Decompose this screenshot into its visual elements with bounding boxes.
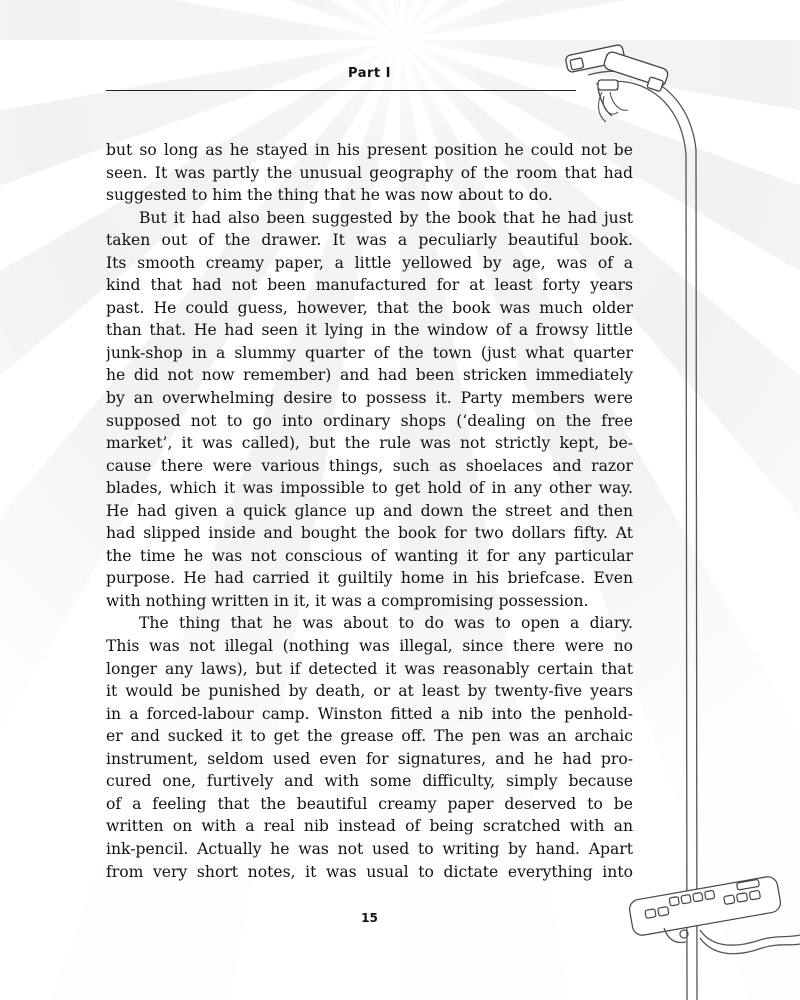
text-line: of a feeling that the beautiful creamy paper deserved to be (106, 794, 633, 813)
text-line: seen. It was partly the unusual geography of the room that had (106, 163, 633, 182)
text-line: The thing that he was about to do was to open a diary. (139, 614, 633, 633)
cable-icon (664, 928, 800, 954)
text-line: ink-pencil. Actually he was not used to writing by hand. Apart (106, 839, 633, 858)
text-line: he did not now remember) and had been stricken immediately (106, 366, 633, 385)
text-line: written on with a real nib instead of being scratched with an (106, 817, 633, 836)
text-line: by an overwhelming desire to possess it. Party members were (106, 389, 633, 408)
text-line: instrument, seldom used even for signatures, and he had pro- (106, 749, 633, 768)
text-line: purpose. He had carried it guiltily home in his briefcase. Even (106, 569, 633, 588)
text-line: suggested to him the thing that he was now about to do. (106, 186, 553, 205)
text-line: in a forced-labour camp. Winston fitted a nib into the penhold- (106, 704, 633, 723)
text-line: it would be punished by death, or at least by twenty-five years (106, 682, 633, 701)
cable-icon (599, 92, 628, 122)
body-text (106, 139, 633, 883)
text-line: market’, it was called), but the rule was not strictly kept, be- (106, 434, 633, 453)
text-line: blades, which it was impossible to get hold of in any other way. (106, 479, 633, 498)
text-line: kind that had not been manufactured for at least forty years (106, 276, 633, 295)
text-line: past. He could guess, however, that the book was much older (106, 298, 633, 317)
text-line: He had given a quick glance up and down the street and then (106, 501, 633, 520)
text-line: cured one, furtively and with some difficulty, simply because (106, 772, 633, 791)
text-line: longer any laws), but if detected it was reasonably certain that (106, 659, 633, 678)
text-line: taken out of the drawer. It was a peculiarly beautiful book. (106, 231, 633, 250)
text-line: the time he was not conscious of wanting it for any particular (106, 546, 633, 565)
text-line: from very short notes, it was usual to dictate everything into (106, 862, 633, 881)
running-head: Part I (348, 66, 391, 81)
page-number: 15 (361, 911, 378, 925)
text-line: Its smooth creamy paper, a little yellowed by age, was of a (106, 253, 633, 272)
keypad-device-icon (628, 875, 782, 937)
text-line: junk-shop in a slummy quarter of the town (just what quarter (106, 343, 633, 362)
text-line: cause there were various things, such as shoelaces and razor (106, 456, 633, 475)
text-line: supposed not to go into ordinary shops (‘dealing on the free (106, 411, 633, 430)
header-rule (106, 90, 576, 91)
text-line: er and sucked it to get the grease off. The pen was an archaic (106, 727, 633, 746)
text-line: than that. He had seen it lying in the window of a frowsy little (106, 321, 633, 340)
text-line: But it had also been suggested by the book that he had just (139, 208, 633, 227)
text-line: but so long as he stayed in his present position he could not be (106, 141, 633, 159)
text-line: had slipped inside and bought the book for two dollars fifty. At (106, 524, 633, 543)
text-line: with nothing written in it, it was a compromising possession. (106, 591, 589, 610)
text-line: This was not illegal (nothing was illegal, since there were no (106, 637, 633, 656)
